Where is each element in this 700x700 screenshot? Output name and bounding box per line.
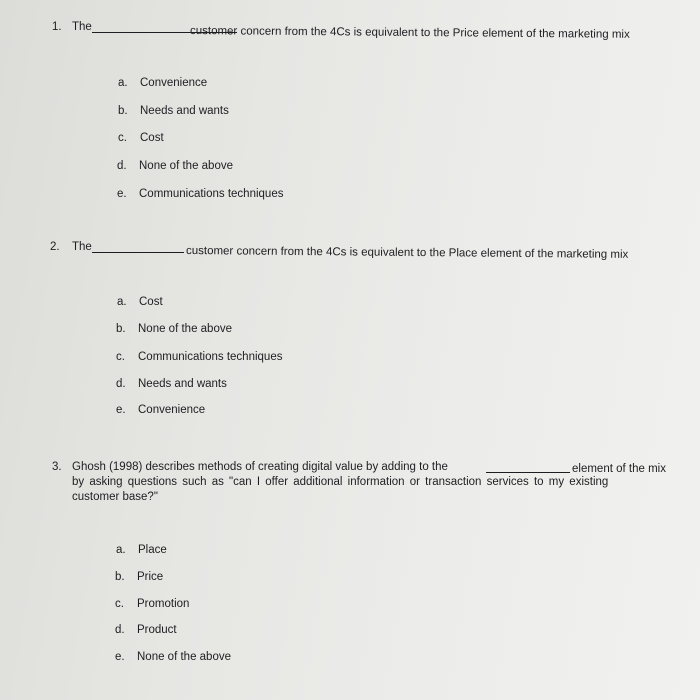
option-text: Convenience xyxy=(138,404,206,416)
option-letter: e. xyxy=(115,651,125,663)
question-number: 3. xyxy=(52,461,62,473)
option-1b xyxy=(118,105,229,117)
option-text: Place xyxy=(138,544,167,556)
option-letter: d. xyxy=(116,378,126,390)
option-letter: c. xyxy=(118,132,127,144)
option-1d xyxy=(117,160,233,172)
option-text: Communications techniques xyxy=(139,188,284,200)
option-1e xyxy=(117,188,283,200)
option-3a xyxy=(116,544,167,556)
option-3c xyxy=(115,598,189,610)
option-letter: d. xyxy=(117,160,127,172)
question-number: 1. xyxy=(52,21,62,33)
option-2c xyxy=(116,351,282,363)
option-1a xyxy=(118,77,207,89)
option-letter: b. xyxy=(115,571,125,583)
option-letter: e. xyxy=(117,188,127,200)
question-number: 2. xyxy=(50,241,60,253)
question-stem-end: customer concern from the 4Cs is equivalent to the Place element of the marketing mix xyxy=(185,245,629,261)
question-stem-end: element of the mix xyxy=(572,463,666,475)
option-letter: b. xyxy=(116,323,126,335)
option-3d xyxy=(115,624,177,636)
question-stem-start: The xyxy=(72,241,92,253)
question-stem-end: customer concern from the 4Cs is equivalent to the Price element of the marketing mix xyxy=(189,25,630,41)
question-stem-start: Ghosh (1998) describes methods of creating digital value by adding to the xyxy=(72,461,448,473)
option-text: None of the above xyxy=(137,651,231,663)
option-text: None of the above xyxy=(138,323,232,335)
option-letter: b. xyxy=(118,105,128,117)
option-1c xyxy=(118,132,164,144)
answer-blank xyxy=(486,462,570,473)
option-letter: c. xyxy=(116,351,125,363)
answer-blank xyxy=(92,242,184,253)
option-3b xyxy=(115,571,163,583)
option-2b xyxy=(116,323,232,335)
option-2e xyxy=(116,404,205,416)
option-text: Needs and wants xyxy=(138,378,227,390)
option-text: Cost xyxy=(139,296,163,308)
option-letter: d. xyxy=(115,624,125,636)
option-letter: a. xyxy=(117,296,127,308)
option-letter: e. xyxy=(116,404,126,416)
option-letter: c. xyxy=(115,598,124,610)
question-3-stem-line-2: by asking questions such as "can I offer additional information or transaction services to my existing xyxy=(72,476,609,488)
option-text: Convenience xyxy=(140,77,208,89)
question-stem-start: The xyxy=(72,21,92,33)
option-text: Promotion xyxy=(137,598,190,610)
option-2a xyxy=(117,296,163,308)
option-text: Needs and wants xyxy=(140,105,229,117)
option-text: Cost xyxy=(140,132,164,144)
question-3-stem-line-3: customer base?" xyxy=(72,491,158,503)
option-text: Price xyxy=(137,571,164,583)
option-text: Communications techniques xyxy=(138,351,283,363)
option-letter: a. xyxy=(118,77,128,89)
option-3e xyxy=(115,651,231,663)
option-letter: a. xyxy=(116,544,126,556)
option-text: Product xyxy=(137,624,177,636)
option-text: None of the above xyxy=(139,160,233,172)
option-2d xyxy=(116,378,227,390)
